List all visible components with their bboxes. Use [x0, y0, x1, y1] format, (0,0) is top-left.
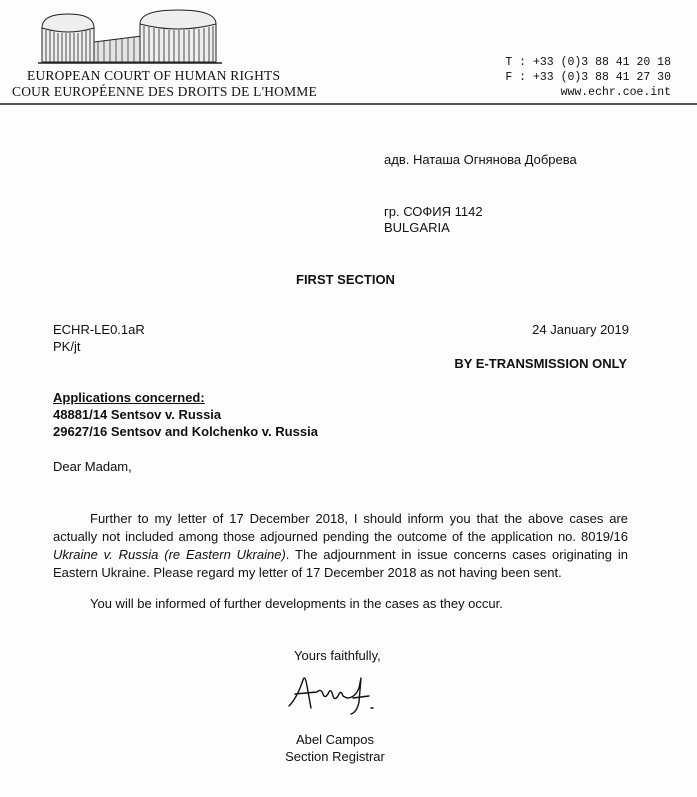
court-name-french: COUR EUROPÉENNE DES DROITS DE L'HOMME: [12, 84, 317, 99]
transmission-note: BY E-TRANSMISSION ONLY: [454, 356, 627, 371]
header-divider: [0, 103, 697, 105]
recipient-city: гр. СОФИЯ 1142: [384, 204, 483, 219]
application-item-1: 48881/14 Sentsov v. Russia: [53, 407, 222, 422]
recipient-country: BULGARIA: [384, 220, 450, 235]
case-name: Ukraine v. Russia (re Eastern Ukraine): [53, 547, 286, 562]
signatory-title: Section Registrar: [285, 749, 385, 764]
fax: F : +33 (0)3 88 41 27 30: [505, 71, 671, 84]
contact-block: [505, 55, 671, 100]
signatory-name: Abel Campos: [295, 732, 375, 747]
applications-heading: Applications concerned:: [53, 390, 205, 405]
body-paragraph-1-part-1: Further to my letter of 17 December 2018, I should inform you that the above cases are actually not included among those adjourned pending the outcome of the application no. 8019/16: [53, 511, 628, 544]
valediction: Yours faithfully,: [294, 648, 381, 663]
echr-building-logo: [38, 6, 228, 68]
application-item-2: 29627/16 Sentsov and Kolchenko v. Russia: [53, 424, 318, 439]
court-name-english: EUROPEAN COURT OF HUMAN RIGHTS: [27, 68, 281, 83]
handwritten-signature: [285, 668, 385, 716]
recipient-name: адв. Наташа Огнянова Добрева: [384, 152, 577, 167]
reference-code: ECHR-LE0.1aR: [53, 322, 145, 337]
body-paragraph-2: You will be informed of further developments in the cases as they occur.: [90, 596, 503, 611]
letter-date: 24 January 2019: [532, 322, 629, 337]
reference-initials: PK/jt: [53, 339, 81, 354]
body-paragraph-1: [53, 510, 628, 582]
website: www.echr.coe.int: [560, 86, 671, 99]
telephone: T : +33 (0)3 88 41 20 18: [505, 56, 671, 69]
body-paragraph-1-part-2: . The adjournment in issue concerns cases originating in Eastern Ukraine. Please regard my letter of 17 December 2018 as not having been sent.: [53, 547, 628, 580]
section-title: FIRST SECTION: [296, 272, 395, 287]
salutation: Dear Madam,: [53, 459, 132, 474]
